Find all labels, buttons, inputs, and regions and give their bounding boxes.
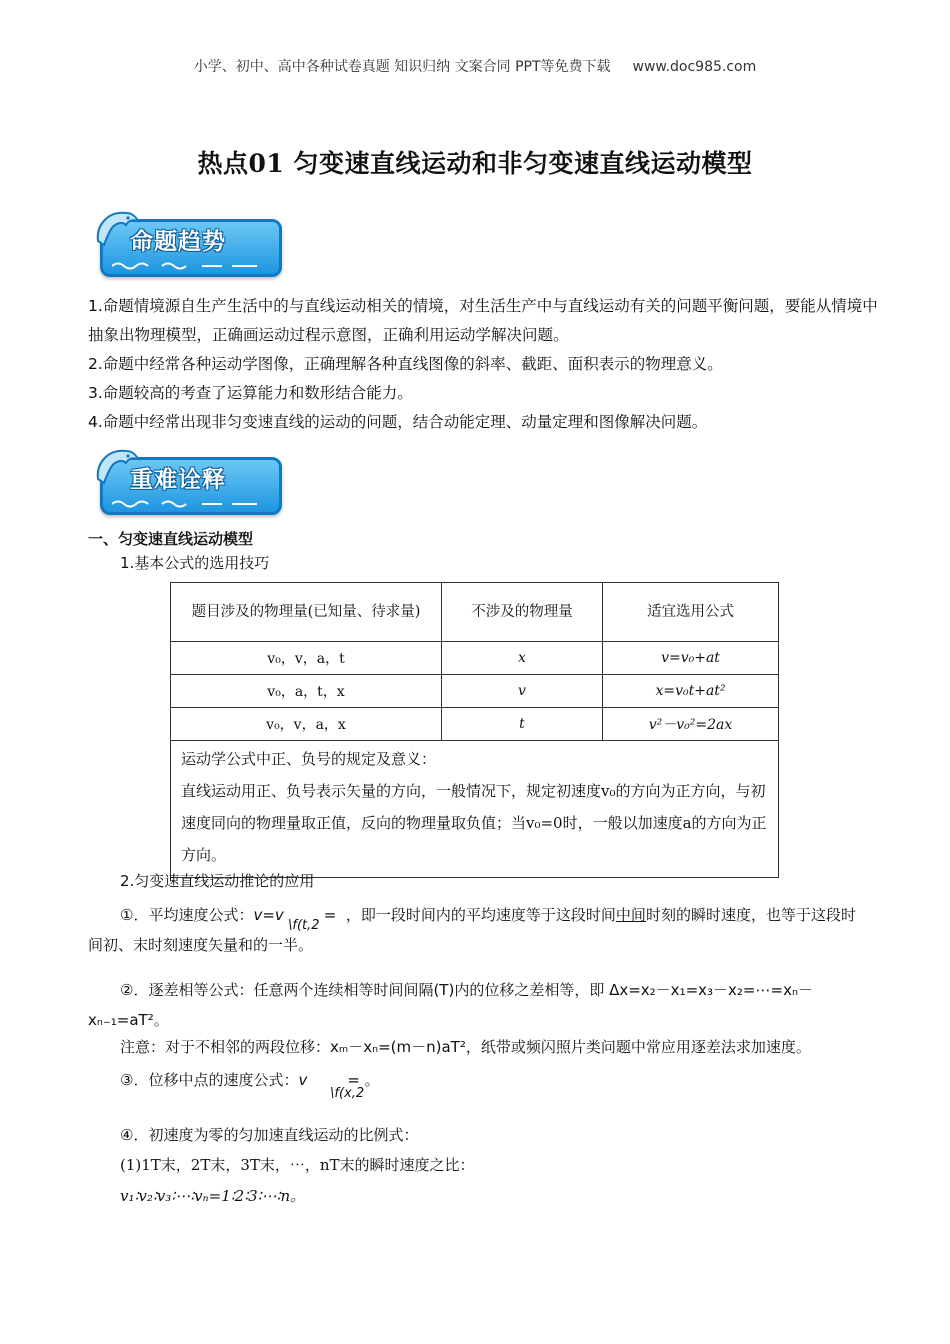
diff-text: 任意两个连续相等时间间隔(T)内的位移之差相等，即 Δx=x₂－x₁=x₃－x₂=⋯=xₙ－xₙ₋₁=aT²。: [88, 981, 813, 1029]
avg-text-underlined: 中间: [615, 906, 646, 924]
table-cell: v²－v₀²=2ax: [603, 708, 779, 741]
subsection-heading: 1.基本公式的选用技巧: [120, 554, 270, 572]
trend-item: 3.命题较高的考查了运算能力和数形结合能力。: [88, 384, 413, 402]
page-header: [0, 56, 950, 76]
avg-formula: v=v: [253, 906, 284, 924]
diff-label: ②．逐差相等公式：: [120, 981, 254, 999]
trend-item: 1.命题情境源自生产生活中的与直线运动相关的情境，对生活生产中与直线运动有关的问题平衡问题，要能从情境中抽象出物理模型，正确画运动过程示意图，正确利用运动学解决问题。: [88, 297, 878, 344]
difficulty-badge-label: 重难诠释: [130, 467, 226, 493]
ratio-line-1: (1)1T末，2T末，3T末，⋯，nT末的瞬时速度之比：: [120, 1156, 475, 1174]
table-cell: x=v₀t+at²: [603, 675, 779, 708]
avg-label: ①．平均速度公式：: [120, 906, 254, 924]
mid-subscript: \f(x,2: [330, 1086, 365, 1101]
mid-eq: = 。: [347, 1071, 380, 1089]
formula-table: [170, 582, 779, 878]
subsection-heading: 2.匀变速直线运动推论的应用: [120, 872, 315, 890]
trend-item: 2.命题中经常各种运动学图像，正确理解各种直线图像的斜率、截距、面积表示的物理意义。: [88, 355, 723, 373]
section-heading: 一、匀变速直线运动模型: [88, 530, 254, 548]
table-cell: v₀，v，a，t: [171, 642, 442, 675]
page-title: 热点01 匀变速直线运动和非匀变速直线运动模型: [197, 149, 753, 178]
table-cell: v₀，v，a，x: [171, 708, 442, 741]
mid-formula: v: [298, 1071, 308, 1089]
note-label: 注意：: [120, 1038, 166, 1056]
trend-badge: [92, 205, 282, 280]
table-note-row: [171, 741, 779, 878]
ratio-heading: ④．初速度为零的匀加速直线运动的比例式：: [120, 1126, 419, 1144]
table-header-cell: 适宜选用公式: [603, 583, 779, 642]
trend-item: 4.命题中经常出现非匀变速直线的运动的问题，结合动能定理、动量定理和图像解决问题。: [88, 413, 708, 431]
avg-eq: =: [323, 906, 337, 924]
trend-list: [88, 292, 878, 437]
note-title: 运动学公式中正、负号的规定及意义：: [181, 750, 437, 768]
table-cell: t: [442, 708, 603, 741]
avg-text-a: ，即一段时间内的平均速度等于这段时间: [345, 906, 616, 924]
note-paragraph: [120, 1033, 880, 1061]
table-cell: v₀，a，t，x: [171, 675, 442, 708]
trend-badge-label: 命题趋势: [130, 229, 226, 255]
avg-subscript: \f(t,2: [288, 918, 320, 933]
wave-icon: [112, 261, 262, 271]
header-text: 小学、初中、高中各种试卷真题 知识归纳 文案合同 PPT等免费下载: [193, 59, 611, 75]
avg-text-b: 时刻的瞬时速度，也等于这段时间初、末时刻速度矢量和的一半。: [88, 906, 856, 954]
note-text: 对于不相邻的两段位移：xₘ－xₙ=(m－n)aT²，纸带或频闪照片类问题中常应用逐差法求加速度。: [165, 1038, 811, 1056]
table-note: [171, 741, 779, 878]
table-row: [171, 708, 779, 741]
table-row: [171, 642, 779, 675]
table-cell: v: [442, 675, 603, 708]
table-header-cell: 不涉及的物理量: [442, 583, 603, 642]
table-cell: v=v₀+at: [603, 642, 779, 675]
table-header-row: [171, 583, 779, 642]
ratio-line-2: v₁∶v₂∶v₃∶⋯∶vₙ=1∶2∶3∶⋯∶n。: [120, 1187, 306, 1205]
successive-difference-paragraph: [88, 975, 868, 1035]
note-body: 直线运动用正、负号表示矢量的方向，一般情况下，规定初速度v₀的方向为正方向，与初速度同向的物理量取正值，反向的物理量取负值；当v₀=0时，一般以加速度a的方向为正方向。: [181, 782, 767, 864]
table-cell: x: [442, 642, 603, 675]
header-url[interactable]: www.doc985.com: [632, 59, 757, 75]
wave-icon: [112, 499, 262, 509]
mid-label: ③．位移中点的速度公式：: [120, 1071, 299, 1089]
table-header-cell: 题目涉及的物理量(已知量、待求量): [171, 583, 442, 642]
table-row: [171, 675, 779, 708]
difficulty-badge: [92, 443, 282, 518]
avg-velocity-paragraph: [88, 900, 868, 960]
